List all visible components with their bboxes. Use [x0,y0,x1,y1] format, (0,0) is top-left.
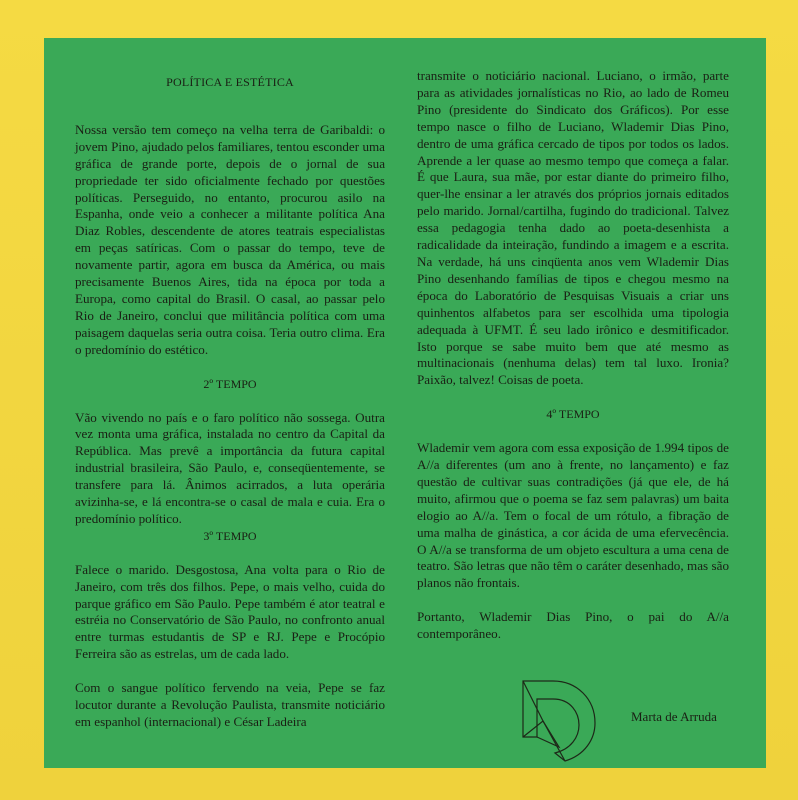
left-column [75,74,385,731]
article-title: POLÍTICA E ESTÉTICA [166,75,294,89]
author-signature: Marta de Arruda [631,709,717,724]
paragraph: Falece o marido. Desgostosa, Ana volta para o Rio de Janeiro, com três dos filhos. Pepe, o mais velho, cuida do parque gráfico em São Paulo. Pepe também é ator teatral e estréia no Conservatório de São Paulo, no confronto anual entre turmas estudantis de SP e RJ. Pepe e Procópio Ferreira são as estrelas, um de cada lado. [75,561,385,662]
paragraph: Wlademir vem agora com essa exposição de 1.994 tipos de A//a diferentes (um ano à frente, no lançamento) e faz questão de cultivar suas contradições (já que ele, de há muito, afirmou que o poema se faz sem palavras) um baita elogio ao A//a. Tem o focal de um rótulo, a fibração de uma malha de ginástica, a cor ácida de uma efervecência. O A//a se transforma de um objeto escultura a uma cena de teatro. São letras que não têm o caráter desenhado, mas são planos não frontais. [417,440,729,591]
paragraph: Portanto, Wlademir Dias Pino, o pai do A//a contemporâneo. [417,609,729,642]
stylized-a-logo-icon [519,677,599,763]
section-heading: 2º TEMPO [203,376,257,391]
section-heading: 3º TEMPO [203,528,257,543]
paragraph: transmite o noticiário nacional. Luciano, o irmão, parte para as atividades jornalísticas no Rio, ao lado de Romeu Pino (presidente do Sindicato dos Gráficos). Por esse tempo nasce o filho de Luciano, Wlademir Dias Pino, dentro de uma gráfica cercado de tipos por todos os lados. Aprende a ler quase ao mesmo tempo que começa a falar. É que Laura, sua mãe, por estar diante do primeiro filho, quer-lhe ensinar a ler através dos próprios jornais editados pelo marido. Jornal/cartilha, fugindo do tradicional. Talvez essa pedagogia tenha dado ao poeta-desenhista a radicalidade da inteiração, fundindo a imagem e a escrita. Na verdade, há uns cinqüenta anos vem Wlademir Dias Pino desenhando famílias de tipos e chegou mesmo na época do Laboratório de Pesquisas Visuais a criar uns quinhentos alfabetos para ser escolhida uma tipologia adequada à UFMT. É seu lado irônico e desmitificador. Isto porque se sabe muito bem que até mesmo as multinacionais (nenhuma delas) tem tal luxo. Ironia? Paixão, talvez! Coisas de poeta. [417,68,729,388]
paragraph: Vão vivendo no país e o faro político não sossega. Outra vez monta uma gráfica, instalada no centro da Capital da República. Mas prevê a importância da futura capital industrial brasileira, São Paulo, e, conseqüentemente, se transfere para lá. Ânimos acirrados, a luta operária avizinha-se, e lá encontra-se o casal de mala e cuia. Era o predomínio político. [75,409,385,526]
paragraph: Com o sangue político fervendo na veia, Pepe se faz locutor durante a Revolução Paulista, transmite noticiário em espanhol (internacional) e César Ladeira [75,680,385,729]
paragraph: Nossa versão tem começo na velha terra de Garibaldi: o jovem Pino, ajudado pelos familiares, tentou esconder uma gráfica de grande porte, depois de o jornal de sua propriedade ter sido oficialmente fechado por questões políticas. Perseguido, no entanto, procurou asilo na Espanha, onde veio a conhecer a militante política Ana Diaz Robles, descendente de atores teatrais especialistas em peças satíricas. Com o passar do tempo, teve de novamente partir, agora em busca da América, ou mais precisamente Buenos Aires, tida na época por toda a Europa, como capital do Brasil. O casal, ao passar pelo Rio de Janeiro, conclui que militância política com uma paisagem daquelas seria outra coisa. Teria outro clima. Era o predomínio do estético. [75,121,385,357]
right-column [417,68,729,643]
section-heading: 4º TEMPO [546,407,600,422]
